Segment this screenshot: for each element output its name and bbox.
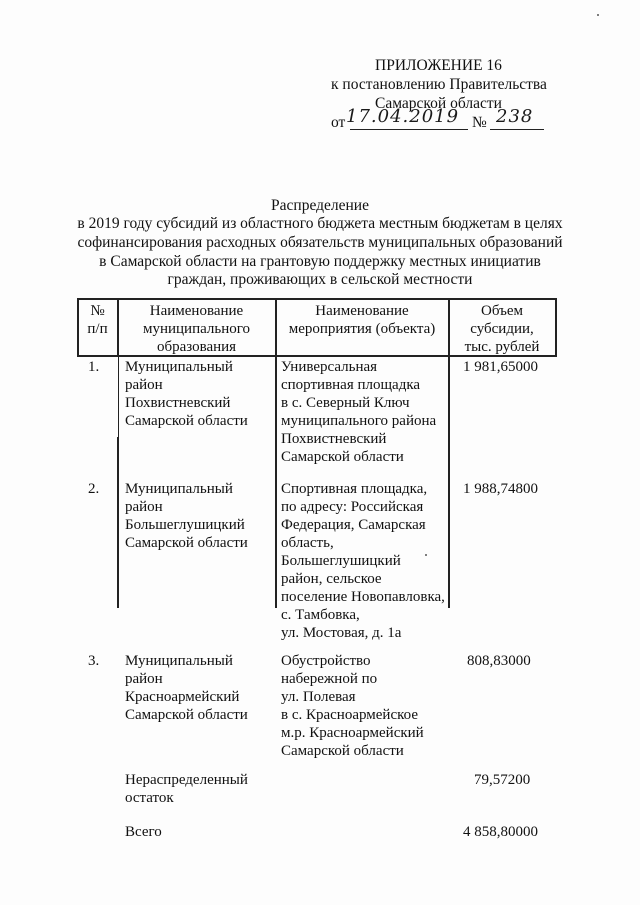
handwritten-date: 17.04.2019	[346, 106, 460, 127]
row-1-event: Универсальная спортивная площадка в с. Северный Ключ муниципального района Похвистневский Самарской области	[281, 359, 437, 465]
resolution-line: к постановлению Правительства	[331, 76, 547, 93]
row-1-num: 1.	[88, 359, 100, 375]
header-num: № п/п	[87, 303, 108, 337]
region-line: Самарской области	[375, 95, 502, 112]
header-event: Наименование мероприятия (объекта)	[288, 303, 436, 337]
scan-speck	[597, 14, 599, 16]
date-underline	[350, 129, 468, 130]
date-prefix: от	[331, 114, 346, 131]
appendix-label: ПРИЛОЖЕНИЕ 16	[375, 57, 502, 74]
scan-speck	[425, 554, 427, 556]
table-top-border	[77, 298, 557, 300]
title-line-3: софинансирования расходных обязательств муниципальных образований	[77, 234, 563, 251]
row-3-event: Обустройство набережной по ул. Полевая в с. Красноармейское м.р. Красноармейский Самарской области	[281, 653, 424, 759]
row-1-amount: 1 981,65000	[463, 359, 538, 375]
header-amount: Объем субсидии, тыс. рублей	[464, 303, 540, 355]
row-2-event: Спортивная площадка, по адресу: Российская Федерация, Самарская область, Большеглушицкий район, сельское поселение Новопавловка, с. Тамбовка, ул. Мостовая, д. 1а	[281, 481, 445, 641]
total-label: Всего	[125, 824, 162, 840]
title-line-4: в Самарской области на грантовую поддержку местных инициатив	[99, 253, 541, 270]
row-2-municipality: Муниципальный район Большеглушицкий Самарской области	[125, 481, 248, 551]
row-3-municipality: Муниципальный район Красноармейский Самарской области	[125, 653, 248, 723]
title-line-1: Распределение	[271, 197, 369, 214]
total-amount: 4 858,80000	[463, 824, 538, 840]
title-line-2: в 2019 году субсидий из областного бюджета местным бюджетам в целях	[77, 215, 563, 232]
remainder-amount: 79,57200	[474, 772, 531, 788]
number-prefix: №	[472, 114, 487, 131]
row-1-municipality: Муниципальный район Похвистневский Самарской области	[125, 359, 248, 429]
row-2-amount: 1 988,74800	[463, 481, 538, 497]
header-municipality: Наименование муниципального образования	[142, 303, 251, 355]
title-line-5: граждан, проживающих в сельской местности	[167, 271, 473, 288]
col-border-2	[275, 298, 277, 608]
row-2-num: 2.	[88, 481, 100, 497]
col-border-gap	[117, 357, 118, 437]
row-3-num: 3.	[88, 653, 100, 669]
handwritten-number: 238	[496, 106, 534, 127]
remainder-label: Нераспределенный остаток	[125, 772, 248, 806]
col-border-right	[555, 298, 557, 357]
number-underline	[490, 129, 544, 130]
row-3-amount: 808,83000	[467, 653, 531, 669]
